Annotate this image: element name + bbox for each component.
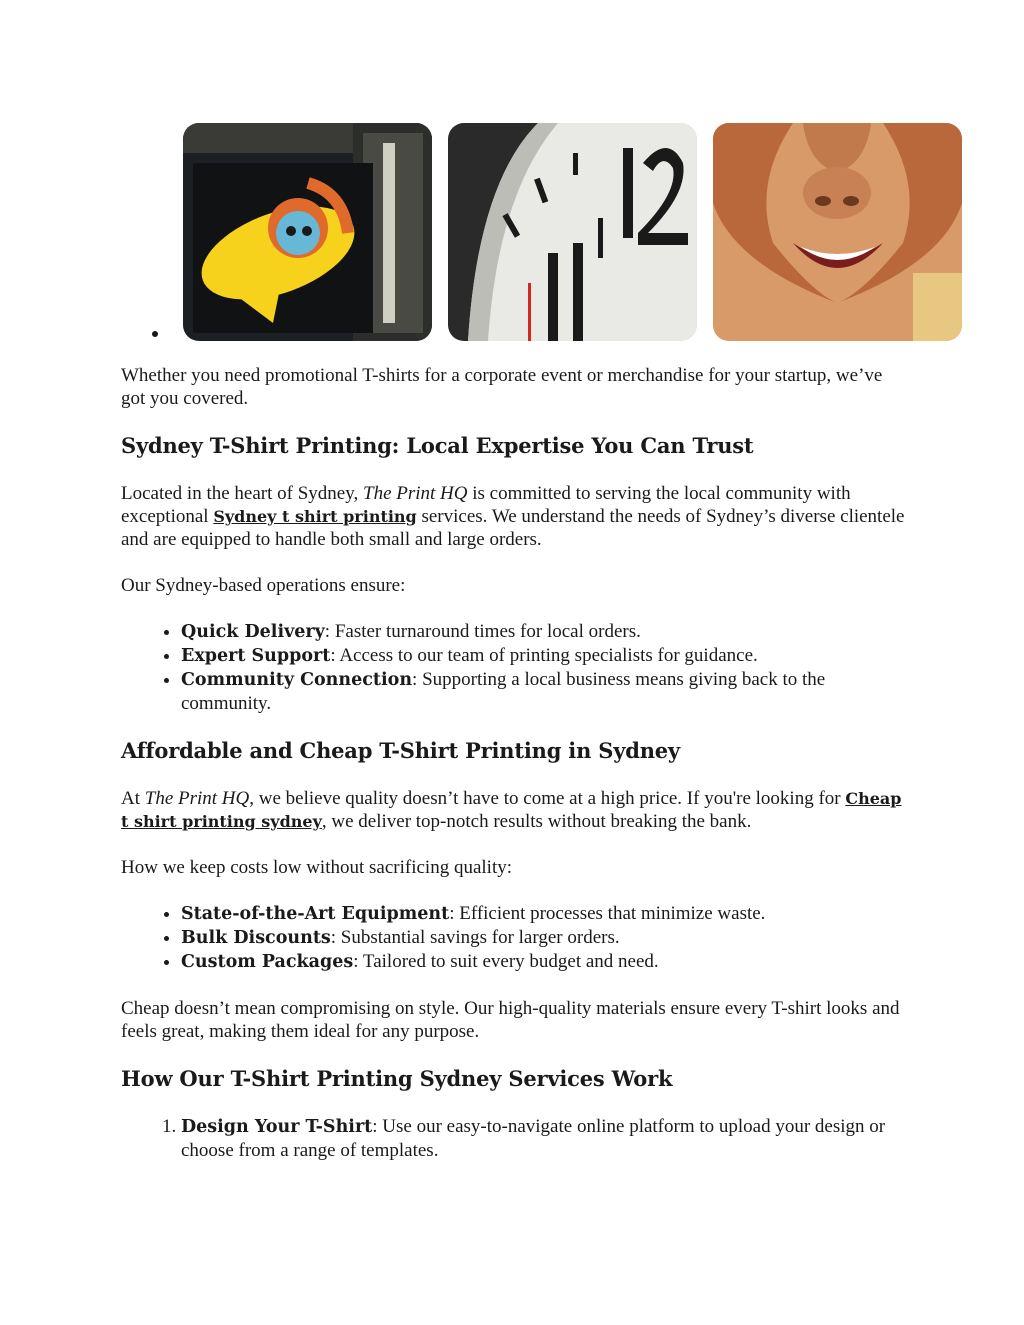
brand-name: The Print HQ (144, 788, 250, 809)
section1-list-intro: Our Sydney-based operations ensure: (121, 575, 406, 596)
tshirt-print-image (183, 123, 432, 341)
list-item: • Custom Packages: Tailored to suit every budget and need. (181, 950, 911, 974)
list-item: • Community Connection: Supporting a local business means giving back to the community. (181, 668, 911, 715)
cost-list (121, 902, 911, 974)
benefits-list (121, 620, 911, 715)
article-body (121, 364, 911, 1185)
list-item: • Bulk Discounts: Substantial savings for larger orders. (181, 926, 911, 950)
list-item: 1. Design Your T-Shirt: Use our easy-to-navigate online platform to upload your design or choose from a range of templates. (181, 1115, 911, 1162)
intro-paragraph: Whether you need promotional T-shirts for a corporate event or merchandise for your startup, we’ve got you covered. (121, 365, 883, 409)
section-heading-local-expertise: Sydney T-Shirt Printing: Local Expertise You Can Trust (121, 433, 754, 458)
list-item: • Quick Delivery: Faster turnaround times for local orders. (181, 620, 911, 644)
steps-list (121, 1115, 911, 1162)
list-item: • State-of-the-Art Equipment: Efficient processes that minimize waste. (181, 902, 911, 926)
smiling-heart-hands-image (713, 123, 962, 341)
section2-paragraph: At The Print HQ, we believe quality doesn’t have to come at a high price. If you're looking for Cheap t shirt printing sydney, we deliver top-notch results without breaking the bank. (121, 788, 902, 832)
sydney-t-shirt-printing-link[interactable]: Sydney t shirt printing (213, 507, 417, 526)
section-heading-affordable: Affordable and Cheap T-Shirt Printing in Sydney (121, 738, 680, 763)
section2-closing-paragraph: Cheap doesn’t mean compromising on style. Our high-quality materials ensure every T-shirt looks and feels great, making them ideal for any purpose. (121, 998, 900, 1042)
brand-name: The Print HQ (363, 483, 468, 504)
section1-paragraph: Located in the heart of Sydney, The Print HQ is committed to serving the local community with exceptional Sydney t shirt printing services. We understand the needs of Sydney’s diverse clientele and are equipped to handle both small and large orders. (121, 483, 905, 550)
section-heading-how-it-works: How Our T-Shirt Printing Sydney Services Work (121, 1066, 673, 1091)
list-bullet (152, 331, 158, 337)
list-item: • Expert Support: Access to our team of printing specialists for guidance. (181, 644, 911, 668)
section2-list-intro: How we keep costs low without sacrificing quality: (121, 857, 513, 878)
clock-image (448, 123, 697, 341)
image-row (183, 123, 963, 341)
cheap-t-shirt-printing-link[interactable]: Cheap t shirt printing sydney (121, 789, 902, 831)
